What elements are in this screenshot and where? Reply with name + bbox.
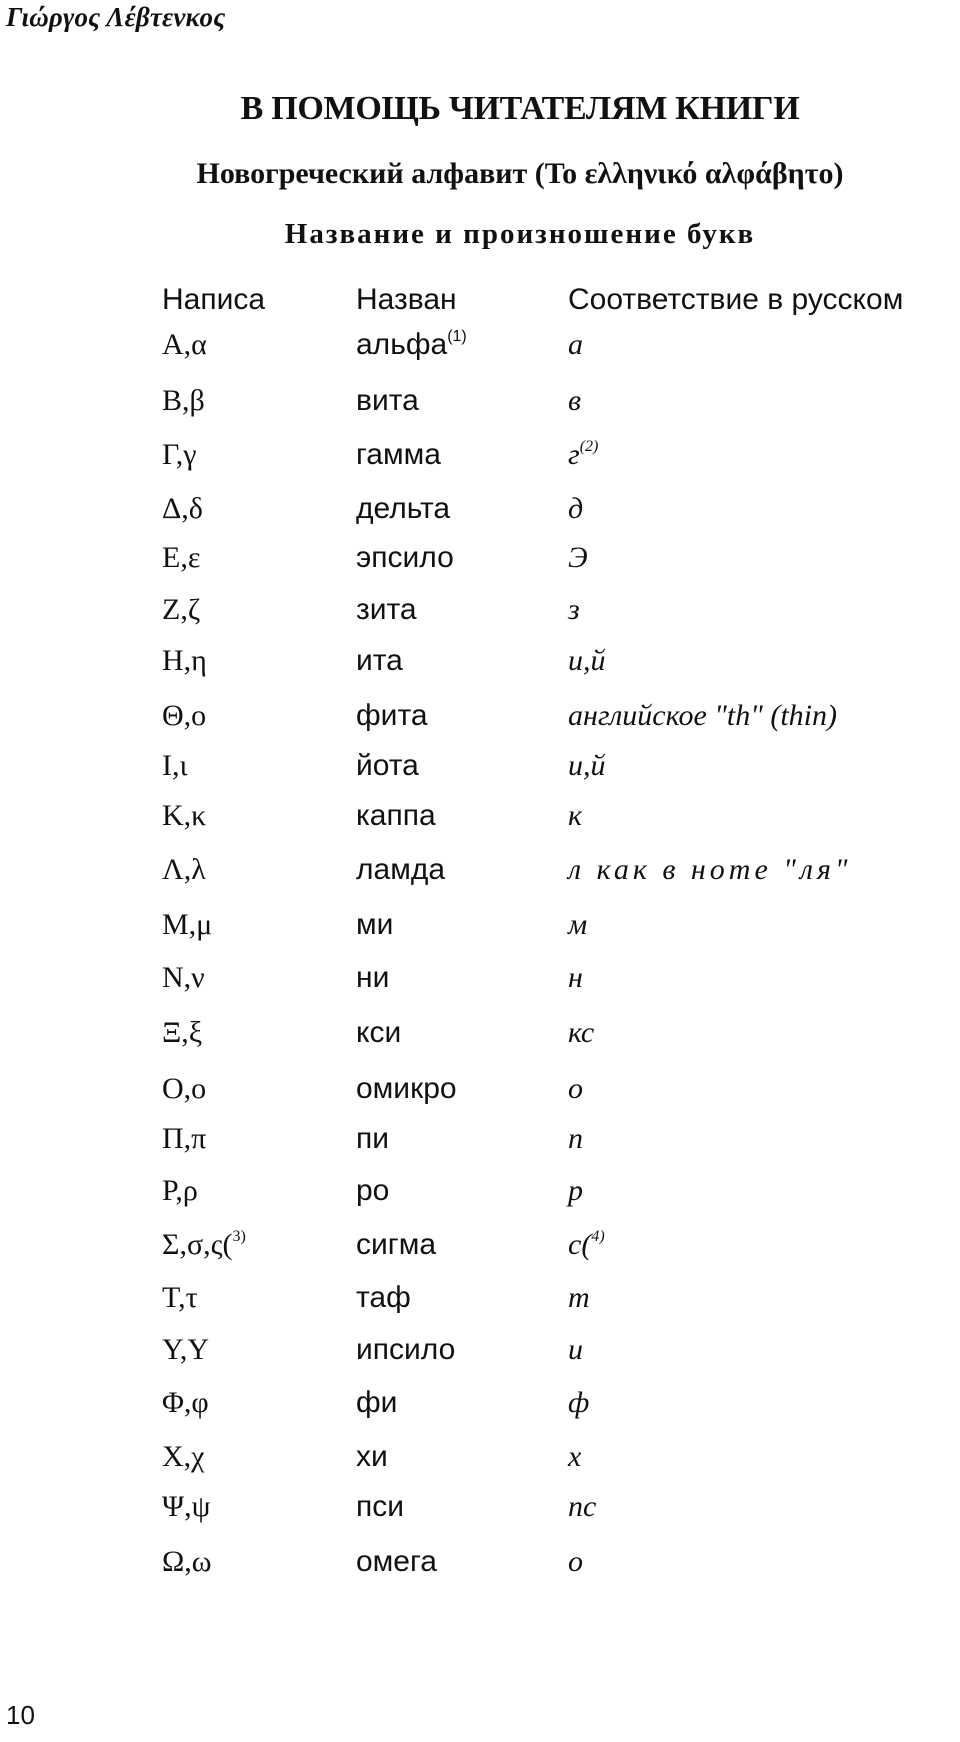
russian-equivalent-text: и [568, 1333, 583, 1366]
greek-letter-text: Θ,ο [162, 699, 207, 732]
letter-name-text: ро [356, 1174, 390, 1207]
greek-letter-text: Ρ,ρ [162, 1174, 198, 1207]
greek-letter-text: Λ,λ [162, 853, 206, 886]
letter-name [356, 435, 441, 475]
footnote-mark: (1) [447, 328, 467, 345]
footnote-mark: 3) [232, 1228, 246, 1245]
table-row [0, 905, 960, 945]
greek-letter [162, 1278, 198, 1318]
page-number: 10 [6, 1700, 35, 1730]
letter-name [356, 850, 445, 890]
russian-equivalent [568, 325, 583, 365]
table-row [0, 1225, 960, 1265]
russian-equivalent-text: кс [568, 1016, 595, 1049]
table-row [0, 850, 960, 890]
russian-equivalent-text: з [568, 593, 580, 626]
greek-letter-text: Η,η [162, 644, 207, 677]
russian-equivalent-text: м [568, 908, 588, 941]
greek-letter-text: Δ,δ [162, 492, 203, 525]
greek-letter [162, 1383, 209, 1423]
letter-name [356, 1225, 436, 1265]
table-row [0, 958, 960, 998]
page-subtitle: Новогреческий алфавит (Το ελληνικό αλφάβητο) [196, 157, 844, 190]
table-row [0, 1119, 960, 1159]
table-row [0, 435, 960, 475]
russian-equivalent-text: н [568, 961, 583, 994]
table-row [0, 325, 960, 365]
russian-equivalent [568, 1383, 589, 1423]
letter-name [356, 905, 393, 945]
letter-name [356, 1119, 389, 1159]
greek-letter-text: Ζ,ζ [162, 593, 201, 626]
table-row [0, 1542, 960, 1582]
table-row [0, 641, 960, 681]
letter-name-text: фи [356, 1386, 398, 1419]
russian-equivalent-text: Э [568, 541, 588, 574]
greek-letter [162, 641, 207, 681]
letter-name [356, 1013, 401, 1053]
greek-letter [162, 1542, 212, 1582]
greek-letter-text: Ν,ν [162, 961, 205, 994]
greek-letter-text: Ε,ε [162, 541, 201, 574]
table-row [0, 696, 960, 736]
table-row [0, 590, 960, 630]
letter-name-text: омикро [356, 1072, 457, 1105]
greek-letter [162, 905, 212, 945]
greek-letter-text: Γ,γ [162, 438, 197, 471]
russian-equivalent-text: к [568, 799, 583, 832]
letter-name-text: ита [356, 644, 403, 677]
letter-name-text: фита [356, 699, 428, 732]
russian-equivalent-text: п [568, 1122, 583, 1155]
russian-equivalent-text: и,й [568, 749, 606, 782]
russian-equivalent-text: х [568, 1440, 582, 1473]
russian-equivalent [568, 381, 581, 421]
russian-equivalent [568, 435, 598, 475]
russian-equivalent-text: о [568, 1072, 583, 1105]
russian-equivalent-text: с( [568, 1228, 592, 1261]
greek-letter [162, 1487, 210, 1527]
letter-name [356, 590, 417, 630]
letter-name-text: хи [356, 1440, 388, 1473]
author-name: Γιώργος Λέβτενκος [6, 2, 226, 32]
table-row [0, 1013, 960, 1053]
letter-name [356, 1171, 389, 1211]
table-row [0, 1437, 960, 1477]
letter-name-text: ни [356, 961, 390, 994]
letter-name [356, 489, 450, 529]
greek-letter [162, 538, 200, 578]
table-row [0, 1330, 960, 1370]
greek-letter-text: Ω,ω [162, 1545, 212, 1578]
table-row [0, 1171, 960, 1211]
letter-name [356, 796, 436, 836]
greek-letter-text: Ι,ι [162, 749, 188, 782]
greek-letter [162, 325, 207, 365]
greek-letter-text: Υ,Υ [162, 1333, 209, 1366]
russian-equivalent [568, 538, 588, 578]
russian-equivalent [568, 1119, 583, 1159]
letter-name [356, 1330, 455, 1370]
greek-letter [162, 958, 205, 998]
greek-letter-text: Ξ,ξ [162, 1016, 203, 1049]
russian-equivalent [568, 696, 837, 736]
russian-equivalent-text: а [568, 328, 583, 361]
table-row [0, 1069, 960, 1109]
russian-equivalent [568, 1225, 605, 1265]
russian-equivalent [568, 590, 580, 630]
russian-equivalent-text: в [568, 384, 582, 417]
greek-letter [162, 1225, 246, 1265]
letter-name-text: ми [356, 908, 394, 941]
column-header-name: Назван [356, 283, 457, 316]
russian-equivalent [568, 746, 606, 786]
letter-name [356, 1437, 388, 1477]
letter-name-text: вита [356, 384, 419, 417]
greek-letter-text: Μ,μ [162, 908, 213, 941]
table-header-row [0, 280, 960, 320]
letter-name [356, 746, 419, 786]
letter-name-text: пи [356, 1122, 390, 1155]
letter-name-text: каппа [356, 799, 436, 832]
greek-letter [162, 850, 206, 890]
letter-name-text: гамма [356, 438, 441, 471]
russian-equivalent-text: т [568, 1281, 590, 1314]
greek-letter [162, 590, 200, 630]
russian-equivalent-text: английское "th" (thin) [568, 699, 837, 732]
greek-letter-text: Κ,κ [162, 799, 207, 832]
russian-equivalent [568, 1069, 583, 1109]
greek-letter-text: Ψ,ψ [162, 1490, 211, 1523]
greek-letter [162, 746, 188, 786]
letter-name [356, 538, 454, 578]
letter-name [356, 1383, 397, 1423]
greek-letter [162, 1069, 206, 1109]
letter-name-text: кси [356, 1016, 402, 1049]
letter-name-text: эпсило [356, 541, 454, 574]
footnote-mark: 4) [591, 1228, 605, 1245]
greek-letter [162, 696, 206, 736]
russian-equivalent-text: д [568, 492, 584, 525]
letter-name-text: таф [356, 1281, 411, 1314]
letter-name [356, 641, 403, 681]
table-row [0, 381, 960, 421]
letter-name [356, 325, 467, 365]
footnote-mark: (2) [579, 438, 599, 455]
table-row [0, 746, 960, 786]
russian-equivalent-text: и,й [568, 644, 606, 677]
russian-equivalent [568, 850, 852, 890]
russian-equivalent [568, 489, 583, 529]
russian-equivalent [568, 1171, 583, 1211]
greek-letter [162, 1013, 202, 1053]
letter-name-text: йота [356, 749, 419, 782]
greek-letter-text: Ο,ο [162, 1072, 207, 1105]
russian-equivalent [568, 1487, 596, 1527]
letter-name [356, 1487, 404, 1527]
letter-name-text: альфа [356, 328, 448, 361]
greek-letter [162, 435, 197, 475]
russian-equivalent [568, 796, 582, 836]
letter-name [356, 381, 419, 421]
letter-name-text: омега [356, 1545, 437, 1578]
table-row [0, 1487, 960, 1527]
greek-letter [162, 1119, 206, 1159]
russian-equivalent [568, 641, 606, 681]
greek-letter [162, 796, 206, 836]
russian-equivalent-text: ф [568, 1386, 590, 1419]
russian-equivalent [568, 1278, 590, 1318]
table-row [0, 489, 960, 529]
page-title: В ПОМОЩЬ ЧИТАТЕЛЯМ КНИГИ [240, 90, 800, 127]
greek-letter-text: Τ,τ [162, 1281, 198, 1314]
russian-equivalent [568, 1013, 594, 1053]
section-heading: Название и произношение букв [284, 218, 756, 250]
table-row [0, 1278, 960, 1318]
russian-equivalent [568, 1437, 581, 1477]
table-row [0, 796, 960, 836]
greek-letter [162, 1171, 198, 1211]
table-row [0, 1383, 960, 1423]
russian-equivalent-text: о [568, 1545, 583, 1578]
letter-name [356, 958, 389, 998]
greek-letter-text: Σ,σ,ς( [162, 1228, 233, 1261]
russian-equivalent [568, 958, 583, 998]
column-header-correspondence: Соответствие в русском [568, 283, 904, 316]
letter-name-text: ламда [356, 853, 446, 886]
greek-letter [162, 1330, 209, 1370]
letter-name-text: ипсило [356, 1333, 456, 1366]
table-row [0, 538, 960, 578]
column-header-letter: Написа [162, 283, 266, 316]
russian-equivalent [568, 1542, 583, 1582]
letter-name [356, 696, 428, 736]
greek-letter-text: Α,α [162, 328, 207, 361]
greek-letter [162, 381, 205, 421]
letter-name-text: дельта [356, 492, 451, 525]
letter-name-text: зита [356, 593, 417, 626]
greek-letter-text: Π,π [162, 1122, 207, 1155]
letter-name-text: пси [356, 1490, 405, 1523]
russian-equivalent-text: г [568, 438, 580, 471]
greek-letter [162, 1437, 204, 1477]
greek-letter-text: Φ,φ [162, 1386, 209, 1419]
russian-equivalent-text: л как в ноте "ля" [568, 853, 852, 886]
russian-equivalent-text: пс [568, 1490, 597, 1523]
greek-letter [162, 489, 203, 529]
letter-name [356, 1542, 437, 1582]
russian-equivalent [568, 1330, 583, 1370]
letter-name [356, 1069, 457, 1109]
greek-letter-text: Β,β [162, 384, 205, 417]
greek-letter-text: Χ,χ [162, 1440, 205, 1473]
russian-equivalent-text: р [568, 1174, 583, 1207]
letter-name-text: сигма [356, 1228, 437, 1261]
letter-name [356, 1278, 411, 1318]
russian-equivalent [568, 905, 587, 945]
